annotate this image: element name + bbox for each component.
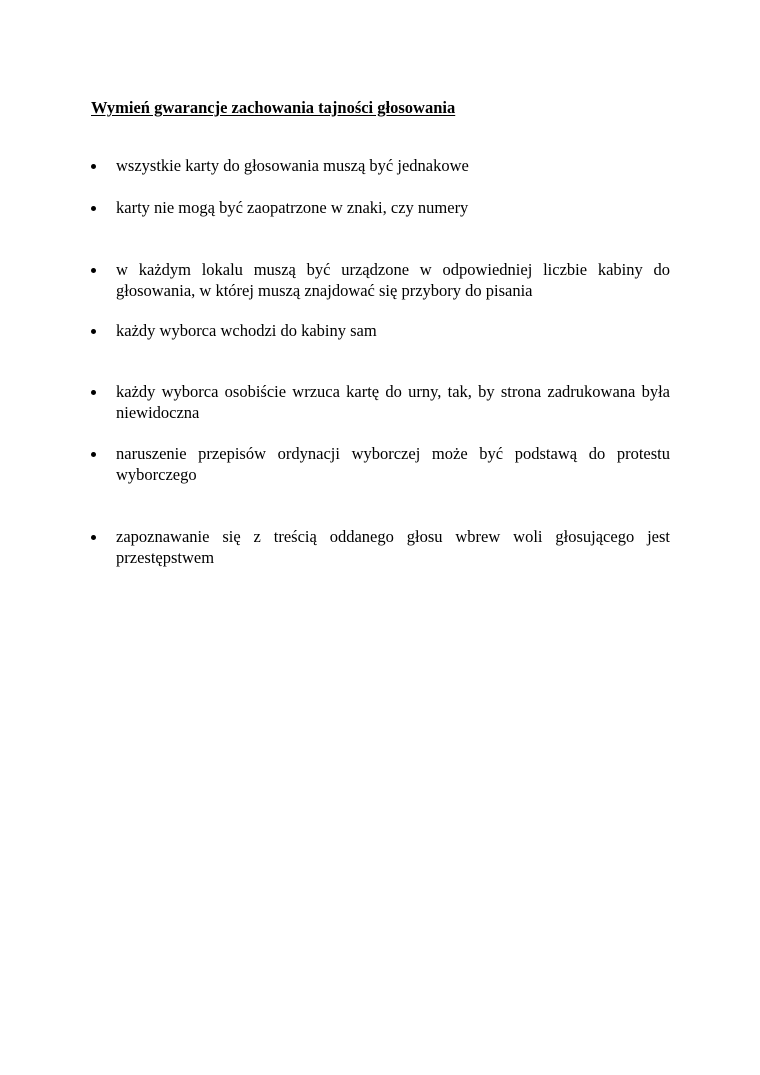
list-item bbox=[91, 259, 670, 301]
list-item-text: zapoznawanie się z treścią oddanego głosu wbrew woli głosującego jest przestępstwem bbox=[116, 527, 670, 567]
list-item-text: naruszenie przepisów ordynacji wyborczej może być podstawą do protestu wyborczego bbox=[116, 444, 670, 484]
list-item bbox=[91, 443, 670, 485]
list-item-text: każdy wyborca osobiście wrzuca kartę do urny, tak, by strona zadrukowana była niewidoczna bbox=[116, 382, 670, 422]
list-item-text: wszystkie karty do głosowania muszą być jednakowe bbox=[116, 156, 469, 175]
list-item-text: każdy wyborca wchodzi do kabiny sam bbox=[116, 321, 377, 340]
list-item-text: karty nie mogą być zaopatrzone w znaki, czy numery bbox=[116, 198, 469, 217]
list-item-text: w każdym lokalu muszą być urządzone w odpowiedniej liczbie kabiny do głosowania, w której muszą znajdować się przybory do pisania bbox=[116, 260, 670, 300]
list-item bbox=[91, 526, 670, 568]
list-item bbox=[91, 155, 670, 176]
list-item bbox=[91, 197, 670, 218]
document-title: Wymień gwarancje zachowania tajności głosowania bbox=[91, 98, 456, 117]
list-item bbox=[91, 381, 670, 423]
list-item bbox=[91, 320, 670, 341]
